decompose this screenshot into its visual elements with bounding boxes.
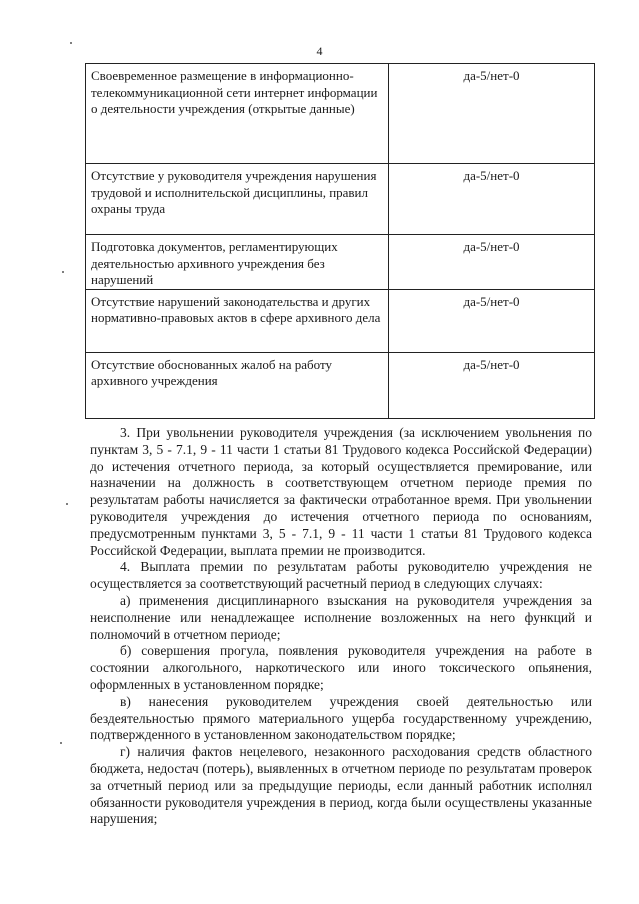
paragraph: а) применения дисциплинарного взыскания на руководителя учреждения за неисполнение или ненадлежащее исполнение возложенных на него функций и полномочий в отчетном периоде; xyxy=(90,592,592,642)
paragraph: 3. При увольнении руководителя учреждения (за исключением увольнения по пунктам 3, 5 - 7.1, 9 - 11 части 1 статьи 81 Трудового кодекса Российской Федерации) до истечения отчетного периода, за который осуществляется премирование, или назначении на должность в соответствующем отчетном периоде премия по результатам работы начисляется за фактически отработанное время. При увольнении руководителя учреждения до истечения отчетного периода по основаниям, предусмотренным пунктами 3, 5 - 7.1, 9 - 11 части 1 статьи 81 Трудового кодекса Российской Федерации, выплата премии не производится. xyxy=(90,425,592,558)
table-row xyxy=(86,352,595,418)
score-cell: да-5/нет-0 xyxy=(389,289,595,352)
score-cell: да-5/нет-0 xyxy=(389,164,595,235)
paragraph: г) наличия фактов нецелевого, незаконного расходования средств областного бюджета, недостач (потерь), выявленных в отчетном периоде по результатам проверок за отчетный период или за предыдущие периоды, если данный работник исполнял обязанности руководителя учреждения в период, когда были осуществлены указанные нарушения; xyxy=(90,744,592,827)
scan-speck xyxy=(62,271,64,273)
table-row xyxy=(86,64,595,164)
paragraph: в) нанесения руководителем учреждения своей деятельностью или бездеятельностью прямого материального ущерба государственному учреждению, подтвержденного в установленном законодательством порядке; xyxy=(90,693,592,743)
scan-speck xyxy=(60,742,62,744)
table-row xyxy=(86,289,595,352)
scan-speck xyxy=(70,42,72,44)
paragraph: 4. Выплата премии по результатам работы руководителю учреждения не осуществляется за соответствующий расчетный период в следующих случаях: xyxy=(90,559,592,592)
criteria-table xyxy=(85,63,595,419)
score-cell: да-5/нет-0 xyxy=(389,64,595,164)
criterion-cell: Подготовка документов, регламентирующих деятельностью архивного учреждения без нарушений xyxy=(86,235,389,290)
scan-speck xyxy=(66,503,68,505)
table-row xyxy=(86,235,595,290)
criterion-cell: Отсутствие обоснованных жалоб на работу архивного учреждения xyxy=(86,352,389,418)
paragraph: б) совершения прогула, появления руководителя учреждения на работе в состоянии алкогольного, наркотического или иного токсического опьянения, оформленных в установленном порядке; xyxy=(90,643,592,692)
criterion-cell: Отсутствие нарушений законодательства и других нормативно-правовых актов в сфере архивного дела xyxy=(86,289,389,352)
score-cell: да-5/нет-0 xyxy=(389,235,595,290)
page-number: 4 xyxy=(316,44,323,58)
body-text xyxy=(90,425,592,828)
table-row xyxy=(86,164,595,235)
criterion-cell: Отсутствие у руководителя учреждения нарушения трудовой и исполнительской дисциплины, правил охраны труда xyxy=(86,164,389,235)
score-cell: да-5/нет-0 xyxy=(389,352,595,418)
criterion-cell: Своевременное размещение в информационно-телекоммуникационной сети интернет информации о деятельности учреждения (открытые данные) xyxy=(86,64,389,164)
